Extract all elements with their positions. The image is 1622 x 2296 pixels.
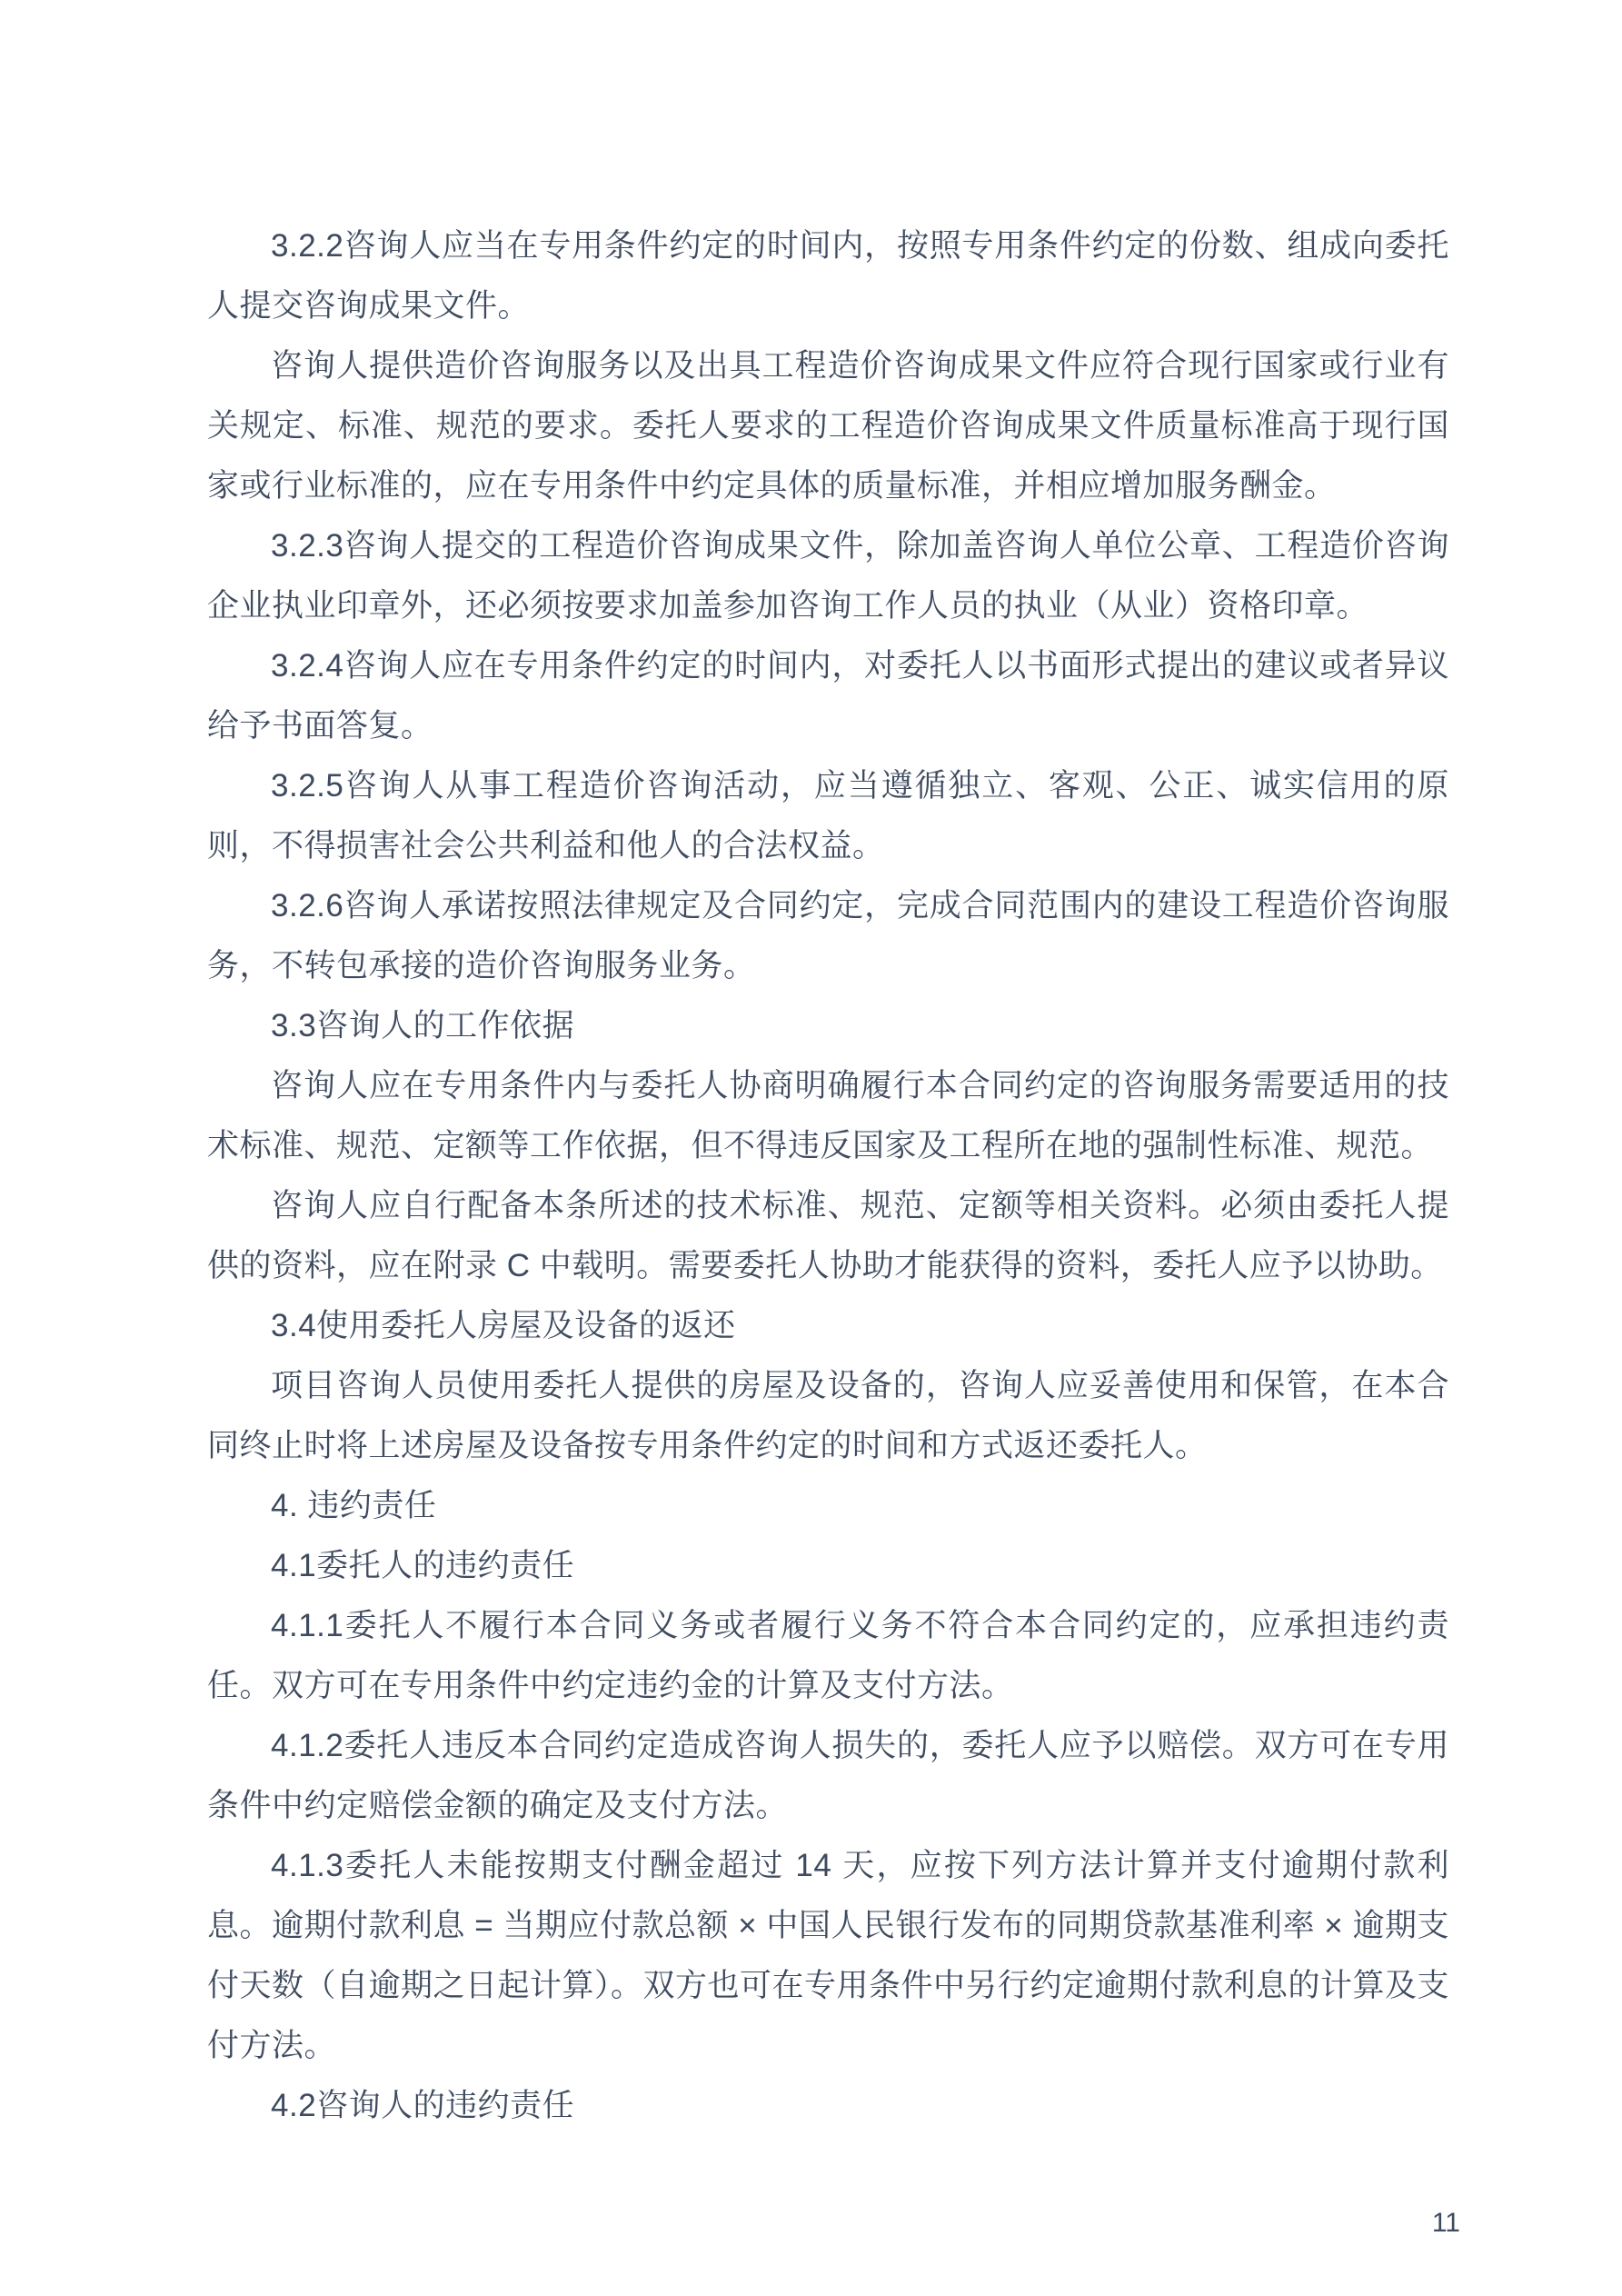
paragraph-quality-standard: 咨询人提供造价咨询服务以及出具工程造价咨询成果文件应符合现行国家或行业有关规定、标准、规范的要求。委托人要求的工程造价咨询成果文件质量标准高于现行国家或行业标准的，应在专用条件中约定具体的质量标准，并相应增加服务酬金。	[207, 348, 1449, 504]
section-heading-4-1: 4.1委托人的违约责任	[271, 1548, 575, 1583]
document-body	[207, 216, 1449, 2136]
paragraph-3-2-4: 3.2.4咨询人应在专用条件约定的时间内，对委托人以书面形式提出的建议或者异议给予书面答复。	[207, 648, 1449, 744]
paragraph-work-basis-1: 咨询人应在专用条件内与委托人协商明确履行本合同约定的咨询服务需要适用的技术标准、规范、定额等工作依据，但不得违反国家及工程所在地的强制性标准、规范。	[207, 1068, 1449, 1163]
paragraph-3-2-6: 3.2.6咨询人承诺按照法律规定及合同约定，完成合同范围内的建设工程造价咨询服务，不转包承接的造价咨询服务业务。	[207, 888, 1449, 983]
paragraph-work-basis-2: 咨询人应自行配备本条所述的技术标准、规范、定额等相关资料。必须由委托人提供的资料，应在附录 C 中载明。需要委托人协助才能获得的资料，委托人应予以协助。	[207, 1188, 1449, 1283]
section-heading-3-4: 3.4使用委托人房屋及设备的返还	[271, 1308, 736, 1343]
section-heading-4-2: 4.2咨询人的违约责任	[271, 2088, 575, 2123]
paragraph-house-equipment-return: 项目咨询人员使用委托人提供的房屋及设备的，咨询人应妥善使用和保管，在本合同终止时将上述房屋及设备按专用条件约定的时间和方式返还委托人。	[207, 1368, 1449, 1463]
paragraph-4-1-3: 4.1.3委托人未能按期支付酬金超过 14 天，应按下列方法计算并支付逾期付款利息。逾期付款利息 = 当期应付款总额 × 中国人民银行发布的同期贷款基准利率 × 逾期支付天数（自逾期之日起计算）。双方也可在专用条件中另行约定逾期付款利息的计算及支付方法。	[207, 1848, 1450, 2063]
paragraph-3-2-3: 3.2.3咨询人提交的工程造价咨询成果文件，除加盖咨询人单位公章、工程造价咨询企业执业印章外，还必须按要求加盖参加咨询工作人员的执业（从业）资格印章。	[207, 528, 1449, 624]
section-heading-3-3: 3.3咨询人的工作依据	[271, 1008, 575, 1043]
paragraph-3-2-2: 3.2.2咨询人应当在专用条件约定的时间内，按照专用条件约定的份数、组成向委托人提交咨询成果文件。	[207, 228, 1449, 324]
paragraph-4-1-1: 4.1.1委托人不履行本合同义务或者履行义务不符合本合同约定的，应承担违约责任。双方可在专用条件中约定违约金的计算及支付方法。	[207, 1608, 1449, 1703]
paragraph-3-2-5: 3.2.5咨询人从事工程造价咨询活动，应当遵循独立、客观、公正、诚实信用的原则，不得损害社会公共利益和他人的合法权益。	[207, 768, 1449, 863]
paragraph-4-1-2: 4.1.2委托人违反本合同约定造成咨询人损失的，委托人应予以赔偿。双方可在专用条件中约定赔偿金额的确定及支付方法。	[207, 1728, 1449, 1823]
section-heading-4: 4. 违约责任	[271, 1488, 437, 1523]
page-number: 11	[1431, 2208, 1460, 2238]
